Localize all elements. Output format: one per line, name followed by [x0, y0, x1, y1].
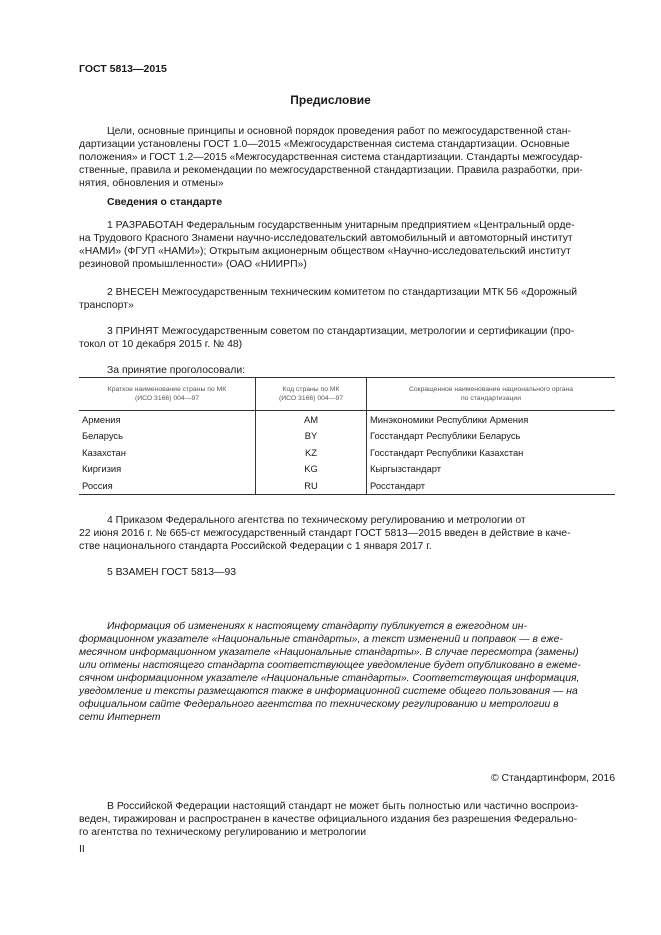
item-4-line: 22 июня 2016 г. № 665-ст межгосударственный стандарт ГОСТ 5813—2015 введен в действие в каче- — [79, 528, 571, 539]
item-2-paragraph — [79, 286, 615, 312]
footer-note-line: В Российской Федерации настоящий стандарт не может быть полностью или частично воспроиз- — [107, 801, 579, 812]
voted-label — [79, 364, 615, 377]
notice-line: сети Интернет — [79, 712, 161, 723]
page-title: Предисловие — [290, 93, 371, 107]
item-1-line: на Трудового Красного Знамени научно-исследовательский автомобильный и автомоторный институт — [79, 233, 573, 244]
item-1-paragraph — [79, 219, 615, 271]
country-code-cell: RU — [256, 477, 367, 494]
item-1-line: резиновой промышленности» (ОАО «НИИРП») — [79, 259, 307, 270]
item-3-paragraph — [79, 325, 615, 351]
country-name-cell: Армения — [82, 413, 121, 425]
notice-line: официальном сайте Федерального агентства по техническому регулированию и метрологии в — [79, 699, 559, 710]
intro-line: ственные, правила и рекомендации по межгосударственной стандартизации. Правила разработки, при- — [79, 165, 583, 176]
info-section-title: Сведения о стандарте — [107, 197, 223, 208]
notice-line: уведомление и тексты размещаются также в информационной системе общего пользования — на — [79, 686, 578, 697]
item-5-paragraph — [79, 566, 615, 579]
item-1-line: «НАМИ» (ФГУП «НАМИ»); Открытым акционерным обществом «Научно-исследовательский институт — [79, 246, 571, 257]
header-country-code: Код страны по МК (ИСО 3166) 004—97 — [256, 378, 367, 411]
table-row — [79, 428, 615, 445]
footer-note-paragraph — [79, 800, 615, 839]
table-row — [79, 411, 615, 428]
country-code-cell: KG — [256, 461, 367, 478]
table-row — [79, 444, 615, 461]
intro-line: нятия, обновления и отмены» — [79, 178, 224, 189]
table-row — [79, 461, 615, 478]
intro-paragraph — [79, 125, 615, 190]
national-body-cell: Минэкономики Республики Армения — [367, 411, 616, 428]
item-2-line: 2 ВНЕСЕН Межгосударственным техническим комитетом по стандартизации МТК 56 «Дорожный — [107, 287, 578, 298]
item-4-line: стве национального стандарта Российской Федерации с 1 января 2017 г. — [79, 541, 432, 552]
notice-line: формационном указателе «Национальные стандарты», а текст изменений и поправок — в еже- — [79, 634, 563, 645]
national-body-cell: Кыргызстандарт — [367, 461, 616, 478]
voting-states-table — [79, 377, 615, 495]
country-name-cell: Беларусь — [82, 430, 124, 442]
footer-note-line: го агентства по техническому регулированию и метрологии — [79, 827, 366, 838]
national-body-cell: Росстандарт — [367, 477, 616, 494]
copyright: © Стандартинформ, 2016 — [490, 773, 615, 784]
country-name-cell: Киргизия — [82, 463, 122, 475]
voted-label-text: За принятие проголосовали: — [107, 365, 246, 376]
item-4-paragraph — [79, 514, 615, 553]
country-code-cell: AM — [256, 411, 367, 428]
item-2-line: транспорт» — [79, 300, 134, 311]
table-row — [79, 477, 615, 494]
item-1-line: 1 РАЗРАБОТАН Федеральным государственным унитарным предприятием «Центральный орде- — [107, 220, 575, 231]
notice-line: месячном информационном указателе «Национальные стандарты». В случае пересмотра (замены) — [79, 647, 579, 658]
country-name-cell: Казахстан — [82, 446, 126, 458]
footer-note-line: веден, тиражирован и распространен в качестве официального издания без разрешения Федерально- — [79, 814, 578, 825]
page-number: II — [79, 844, 85, 855]
header-country-name: Краткое наименование страны по МК (ИСО 3166) 004—97 — [79, 378, 256, 411]
notice-line: или отмены настоящего стандарта соответствующее уведомление будет опубликовано в ежеме- — [79, 660, 581, 671]
country-code-cell: BY — [256, 428, 367, 445]
item-3-line: 3 ПРИНЯТ Межгосударственным советом по стандартизации, метрологии и сертификации (про- — [107, 326, 575, 337]
intro-line: положения» и ГОСТ 1.2—2015 «Межгосударственная система стандартизации. Стандарты межгосудар- — [79, 152, 583, 163]
table-header-row — [79, 378, 615, 411]
notice-line: сячном информационном указателе «Национальные стандарты». Соответствующая информация, — [79, 673, 580, 684]
item-3-line: токол от 10 декабря 2015 г. № 48) — [79, 339, 243, 350]
country-name-cell: Россия — [79, 477, 256, 494]
national-body-cell: Госстандарт Республики Беларусь — [367, 428, 616, 445]
header-national-body: Сокращенное наименование национального органа по стандартизации — [367, 378, 616, 411]
intro-line: дартизации установлены ГОСТ 1.0—2015 «Межгосударственная система стандартизации. Основные — [79, 139, 570, 150]
standard-id-header: ГОСТ 5813—2015 — [79, 63, 167, 75]
item-5-line: 5 ВЗАМЕН ГОСТ 5813—93 — [107, 567, 237, 578]
intro-line: Цели, основные принципы и основной порядок проведения работ по межгосударственной стан- — [107, 126, 571, 137]
notice-line: Информация об изменениях к настоящему стандарту публикуется в ежегодном ин- — [107, 621, 527, 632]
national-body-cell: Госстандарт Республики Казахстан — [367, 444, 616, 461]
change-notice-paragraph — [79, 620, 615, 724]
item-4-line: 4 Приказом Федерального агентства по техническому регулированию и метрологии от — [107, 515, 526, 526]
country-code-cell: KZ — [256, 444, 367, 461]
